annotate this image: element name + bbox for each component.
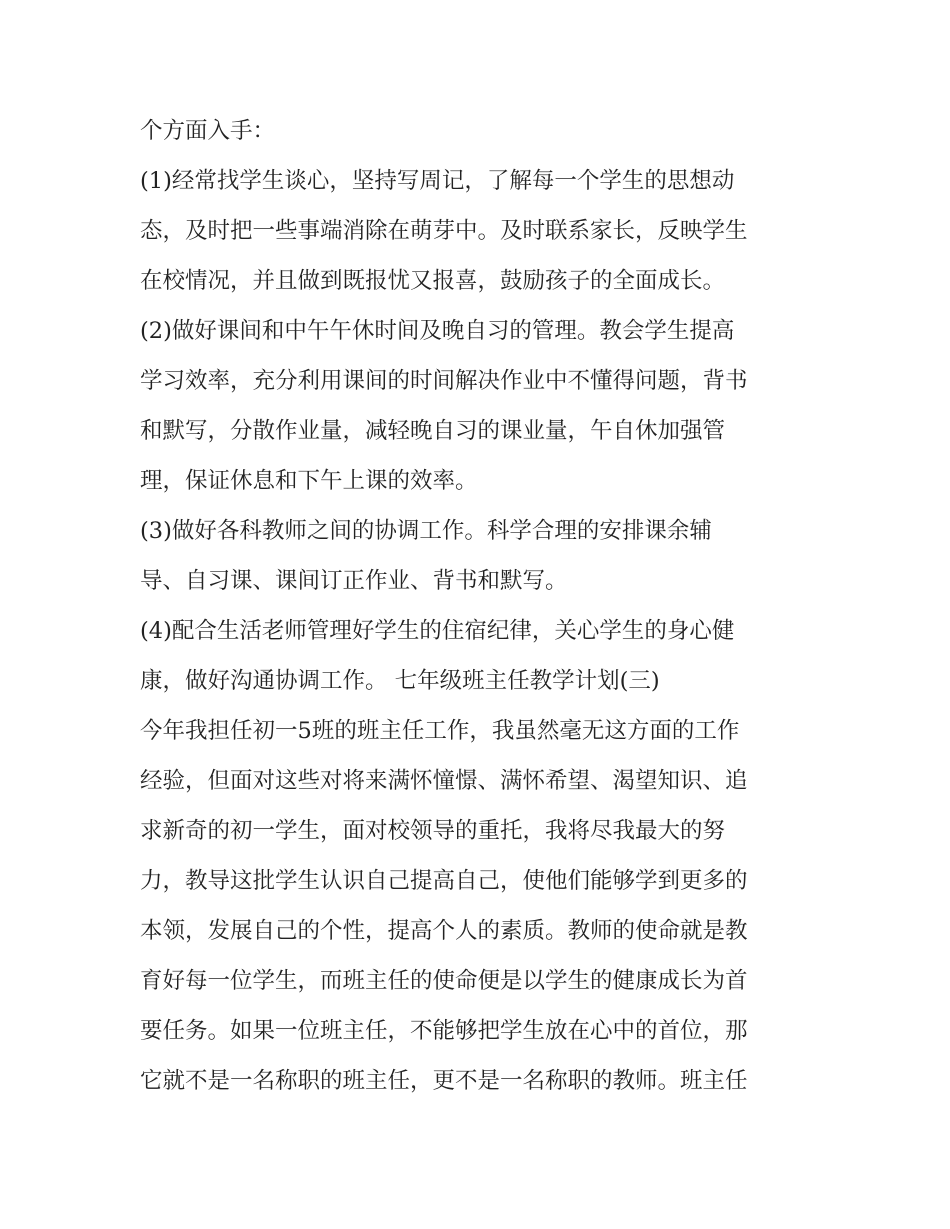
text-line: (2)做好课间和中午午休时间及晚自习的管理。教会学生提高 (140, 318, 735, 344)
text-line: 本领，发展自己的个性，提高个人的素质。教师的使命就是教 (140, 918, 748, 944)
text-line: 经验，但面对这些对将来满怀憧憬、满怀希望、渴望知识、追 (140, 768, 748, 794)
text-line: 学习效率，充分利用课间的时间解决作业中不懂得问题，背书 (140, 368, 748, 394)
text-line: (4)配合生活老师管理好学生的住宿纪律，关心学生的身心健 (140, 618, 735, 644)
text-line: 态，及时把一些事端消除在萌芽中。及时联系家长，反映学生 (140, 218, 748, 244)
text-line: 它就不是一名称职的班主任，更不是一名称职的教师。班主任 (140, 1068, 748, 1094)
text-line: 力，教导这批学生认识自己提高自己，使他们能够学到更多的 (140, 868, 748, 894)
text-line: 理，保证休息和下午上课的效率。 (140, 468, 478, 494)
text-line: 在校情况，并且做到既报忧又报喜，鼓励孩子的全面成长。 (140, 268, 726, 294)
text-line: 个方面入手： (140, 118, 276, 144)
text-line: 导、自习课、课间订正作业、背书和默写。 (140, 568, 568, 594)
text-line: 和默写，分散作业量，减轻晚自习的课业量，午自休加强管 (140, 418, 726, 444)
text-line: 求新奇的初一学生，面对校领导的重托，我将尽我最大的努 (140, 818, 726, 844)
text-line: 今年我担任初一5班的班主任工作，我虽然毫无这方面的工作 (140, 718, 740, 744)
text-line: (3)做好各科教师之间的协调工作。科学合理的安排课余辅 (140, 518, 712, 544)
text-line: 育好每一位学生，而班主任的使命便是以学生的健康成长为首 (140, 968, 748, 994)
text-line: 要任务。如果一位班主任，不能够把学生放在心中的首位，那 (140, 1018, 748, 1044)
text-line: 康，做好沟通协调工作。 七年级班主任教学计划(三) (140, 668, 660, 694)
document-body (140, 106, 820, 1106)
text-line: (1)经常找学生谈心，坚持写周记，了解每一个学生的思想动 (140, 168, 735, 194)
